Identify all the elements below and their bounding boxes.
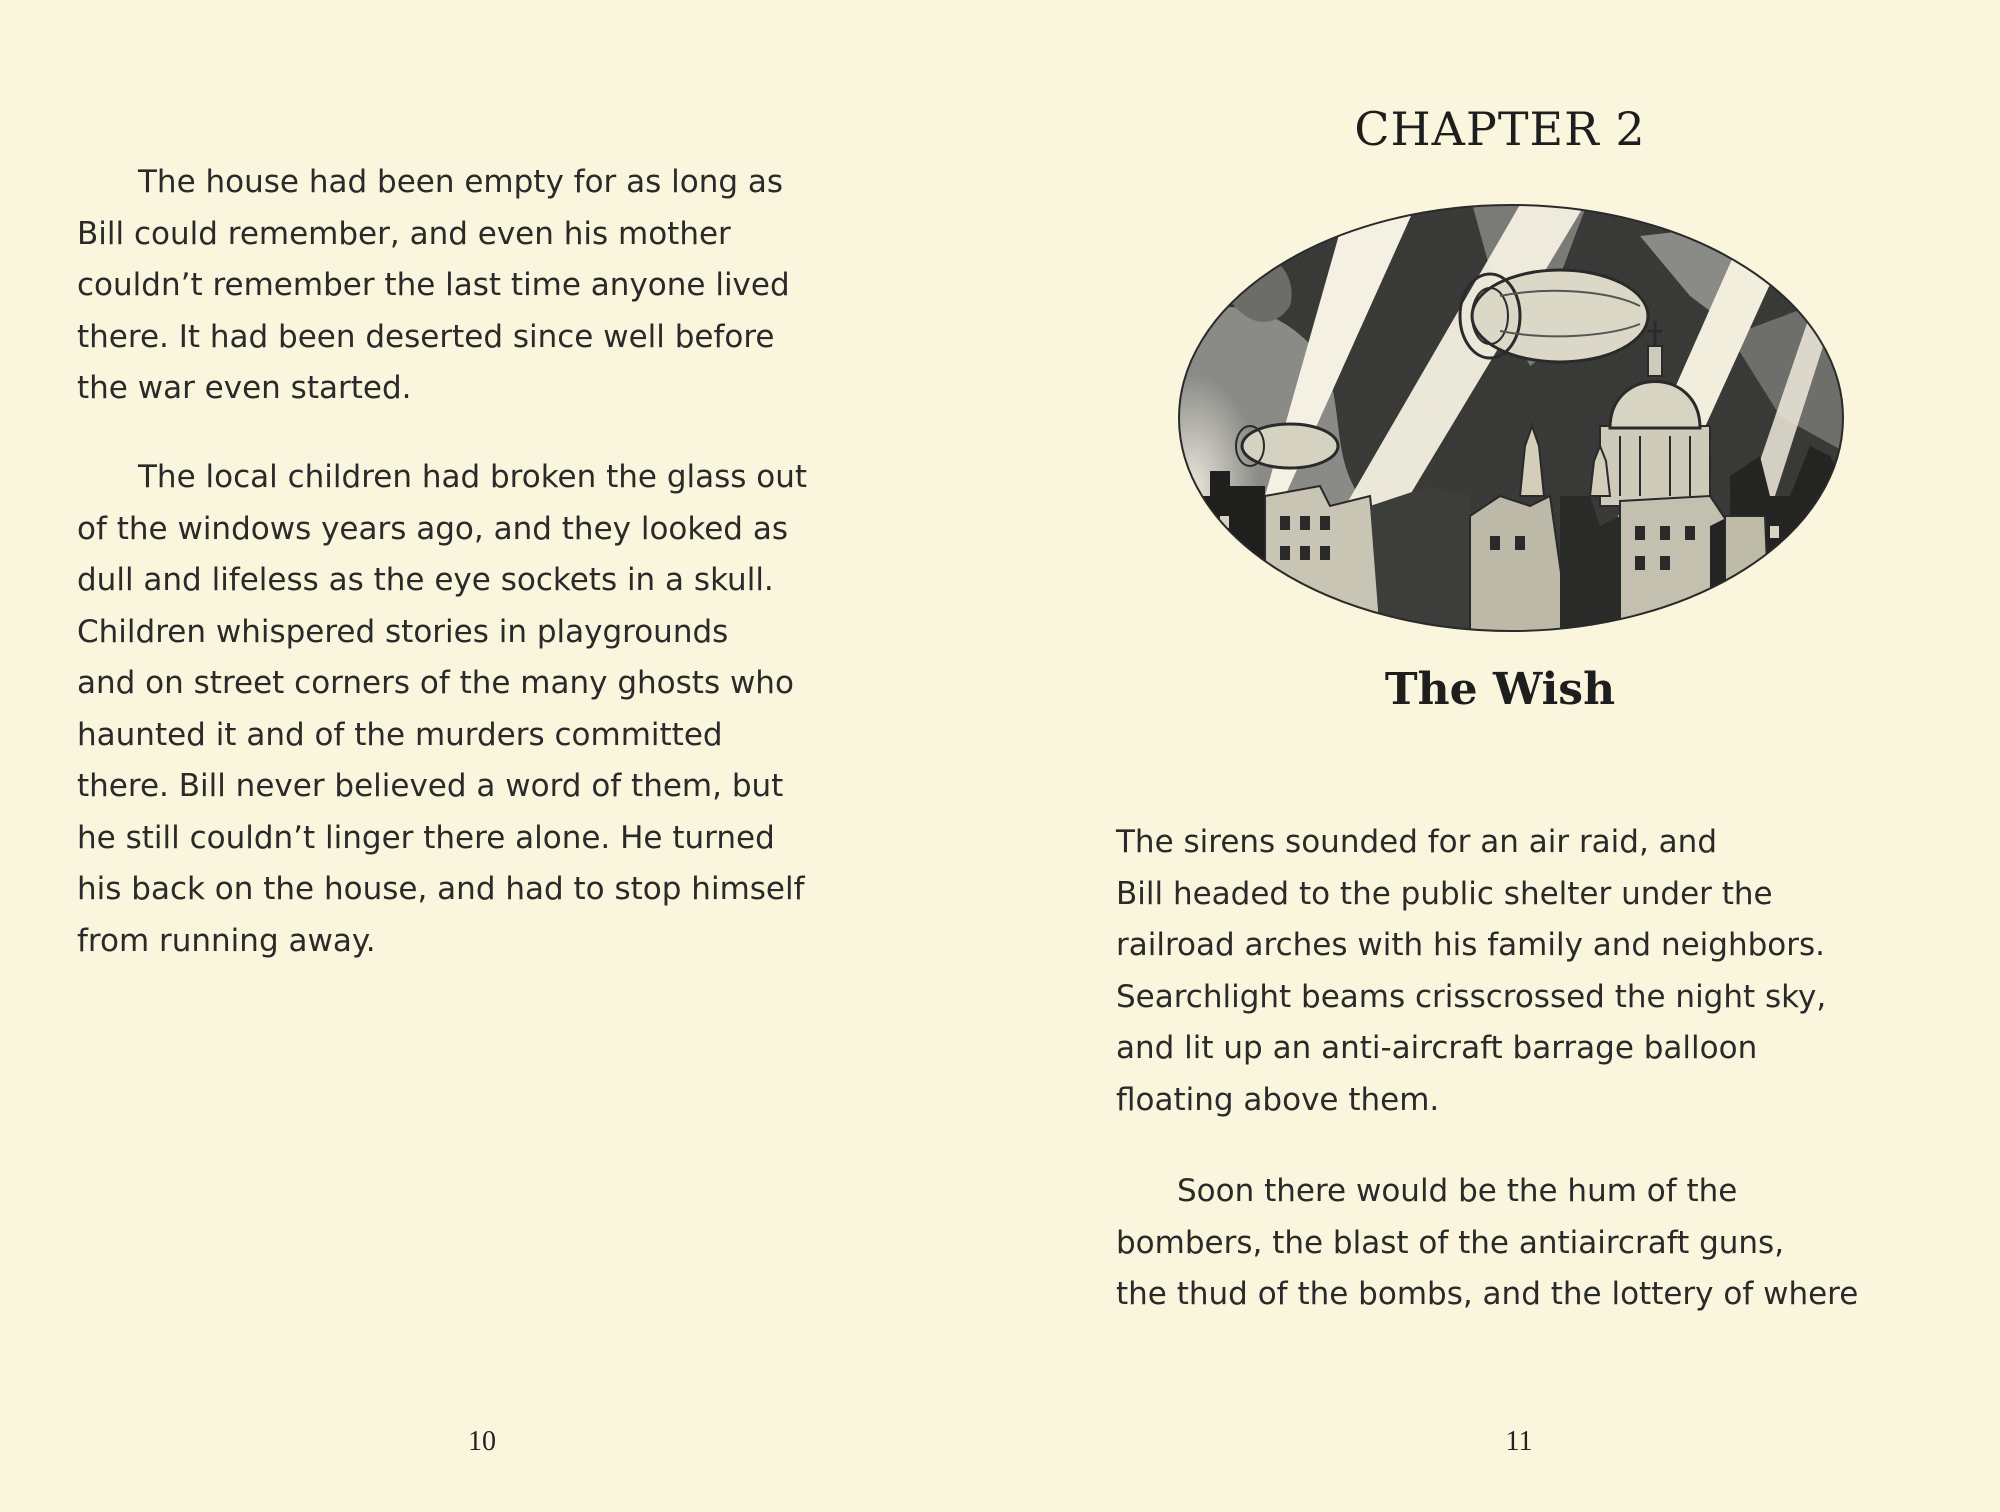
left-paragraph-2 [77,452,807,967]
page-number-left: 10 [468,1426,496,1457]
text-line: of the windows years ago, and they looked as [77,510,788,547]
text-line: Children whispered stories in playgrounds [77,613,729,650]
text-line: The house had been empty for as long as [138,164,784,200]
text-line: couldn’t remember the last time anyone lived [77,267,790,303]
text-line: dull and lifeless as the eye sockets in a skull. [77,562,774,598]
text-line: The local children had broken the glass out [138,459,808,495]
text-line: railroad arches with his family and neighbors. [1116,927,1826,963]
text-line: from running away. [77,922,376,959]
blitz-skyline-illustration-icon [1170,196,1852,636]
text-line: the thud of the bombs, and the lottery of where [1116,1276,1859,1312]
right-page [1000,0,2000,1512]
text-line: the war even started. [77,370,412,406]
text-line: there. It had been deserted since well before [77,318,775,355]
text-line: haunted it and of the murders committed [77,716,723,753]
text-line: floating above them. [1116,1081,1440,1118]
text-line: his back on the house, and had to stop himself [77,871,805,907]
text-line: Bill could remember, and even his mother [77,215,731,252]
text-line: Soon there would be the hum of the [1177,1173,1738,1209]
left-paragraph-1 [77,157,790,415]
text-line: The sirens sounded for an air raid, and [1116,824,1718,860]
text-line: Bill headed to the public shelter under the [1116,875,1773,912]
right-paragraph-1 [1116,817,1826,1126]
text-line: he still couldn’t linger there alone. He turned [77,819,775,856]
text-line: and lit up an anti-aircraft barrage balloon [1116,1030,1758,1066]
chapter-title: The Wish [1384,664,1616,715]
right-paragraph-2 [1116,1166,1858,1321]
page-number-right: 11 [1505,1426,1533,1457]
chapter-label: CHAPTER 2 [1354,102,1646,156]
text-line: bombers, the blast of the antiaircraft guns, [1116,1224,1785,1261]
text-line: there. Bill never believed a word of them, but [77,768,784,804]
text-line: Searchlight beams crisscrossed the night sky, [1116,978,1827,1015]
text-line: and on street corners of the many ghosts who [77,665,794,701]
